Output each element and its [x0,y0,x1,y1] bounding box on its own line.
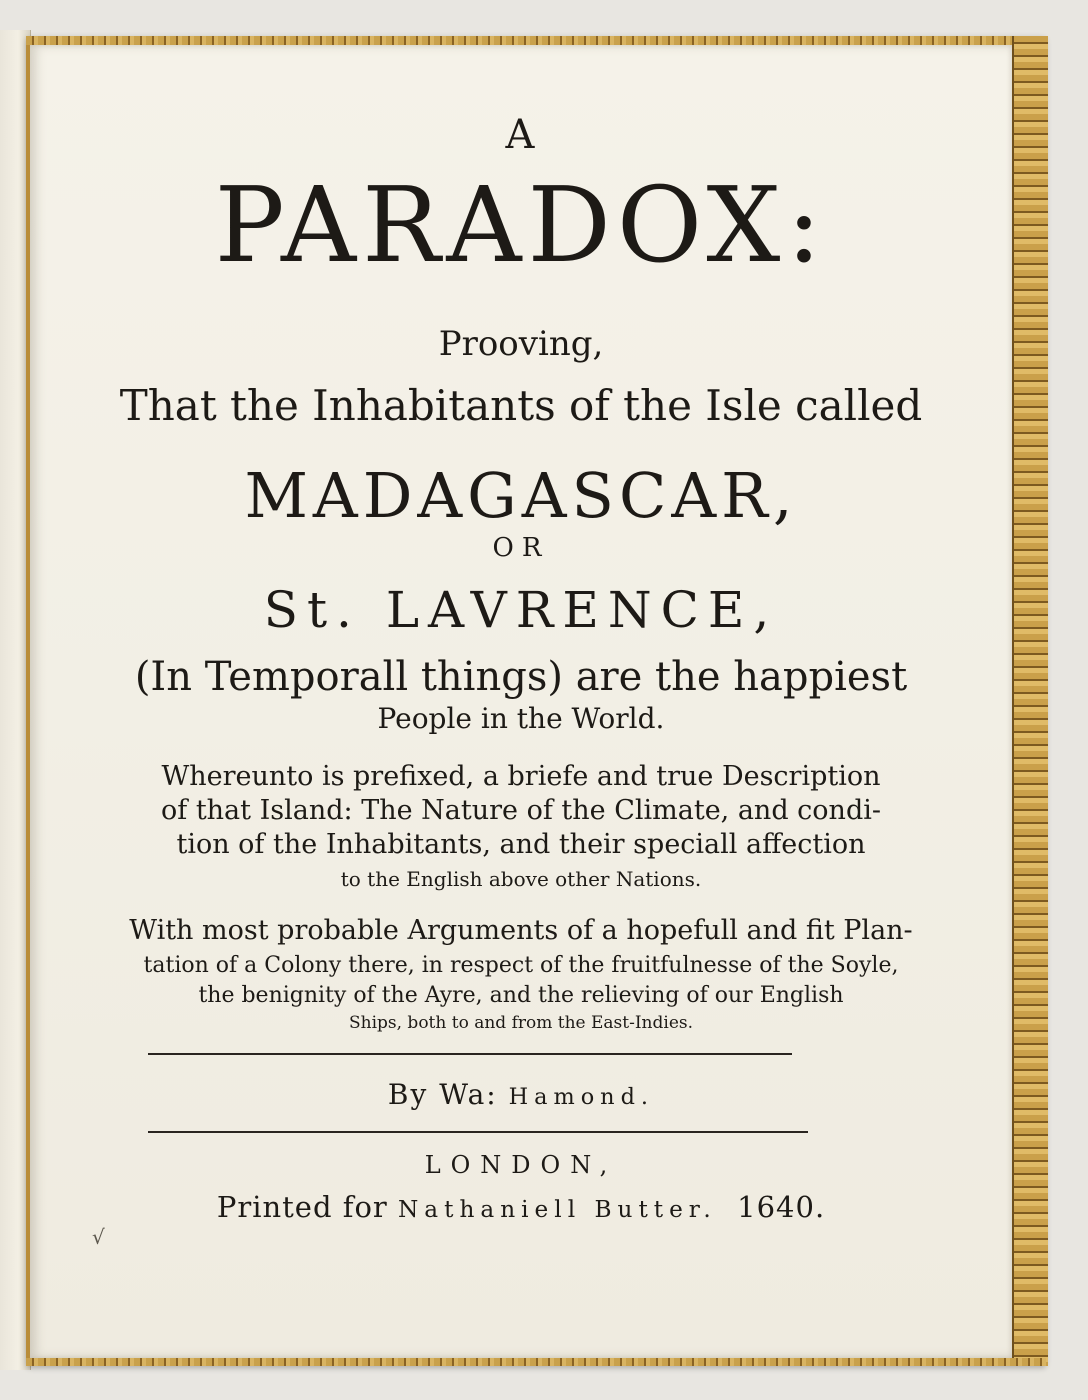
prefix-line-3: tion of the Inhabitants, and their speciall affection [176,829,866,860]
title-page [30,45,1012,1358]
prefix-line-1: Whereunto is prefixed, a briefe and true Description [161,761,881,792]
imprint-line [30,1190,1012,1224]
prefix-line-2: of that Island: The Nature of the Climate, and condi- [160,795,881,826]
printed-for: Printed for [216,1190,399,1224]
arguments-line-2: tation of a Colony there, in respect of the fruitfulnesse of the Soyle, [143,953,899,978]
claim-end-line: People in the World. [377,702,665,735]
conjunction: OR [492,533,550,563]
gilt-edge-top [26,36,1046,45]
author-name: Hamond. [508,1084,655,1110]
arguments-line-4: Ships, both to and from the East-Indies. [348,1013,694,1033]
gilt-edge-bottom [26,1358,1046,1366]
title-article: A [505,112,537,158]
imprint-year: 1640. [737,1190,826,1224]
alternate-name: St. LAVRENCE, [263,581,779,639]
main-title: PARADOX: [214,164,828,286]
subtitle-line: That the Inhabitants of the Isle called [119,381,923,430]
margin-pencil-mark: √ [92,1225,105,1249]
imprint-city: LONDON, [424,1151,618,1179]
author-prefix: By Wa: [387,1078,509,1111]
divider-rule-top [148,1053,792,1055]
printer-name: Nathaniell Butter. [398,1196,717,1223]
arguments-line-1: With most probable Arguments of a hopefull and fit Plan- [129,915,913,946]
subtitle-intro: Prooving, [438,324,604,364]
place-name: MADAGASCAR, [244,459,798,532]
author-line [30,1078,1012,1111]
arguments-line-3: the benignity of the Ayre, and the relieving of our English [198,983,844,1008]
prefix-line-4: to the English above other Nations. [340,867,702,891]
gilt-edge-right [1012,36,1048,1366]
divider-rule-bottom [148,1131,808,1133]
claim-line: (In Temporall things) are the happiest [134,654,908,700]
